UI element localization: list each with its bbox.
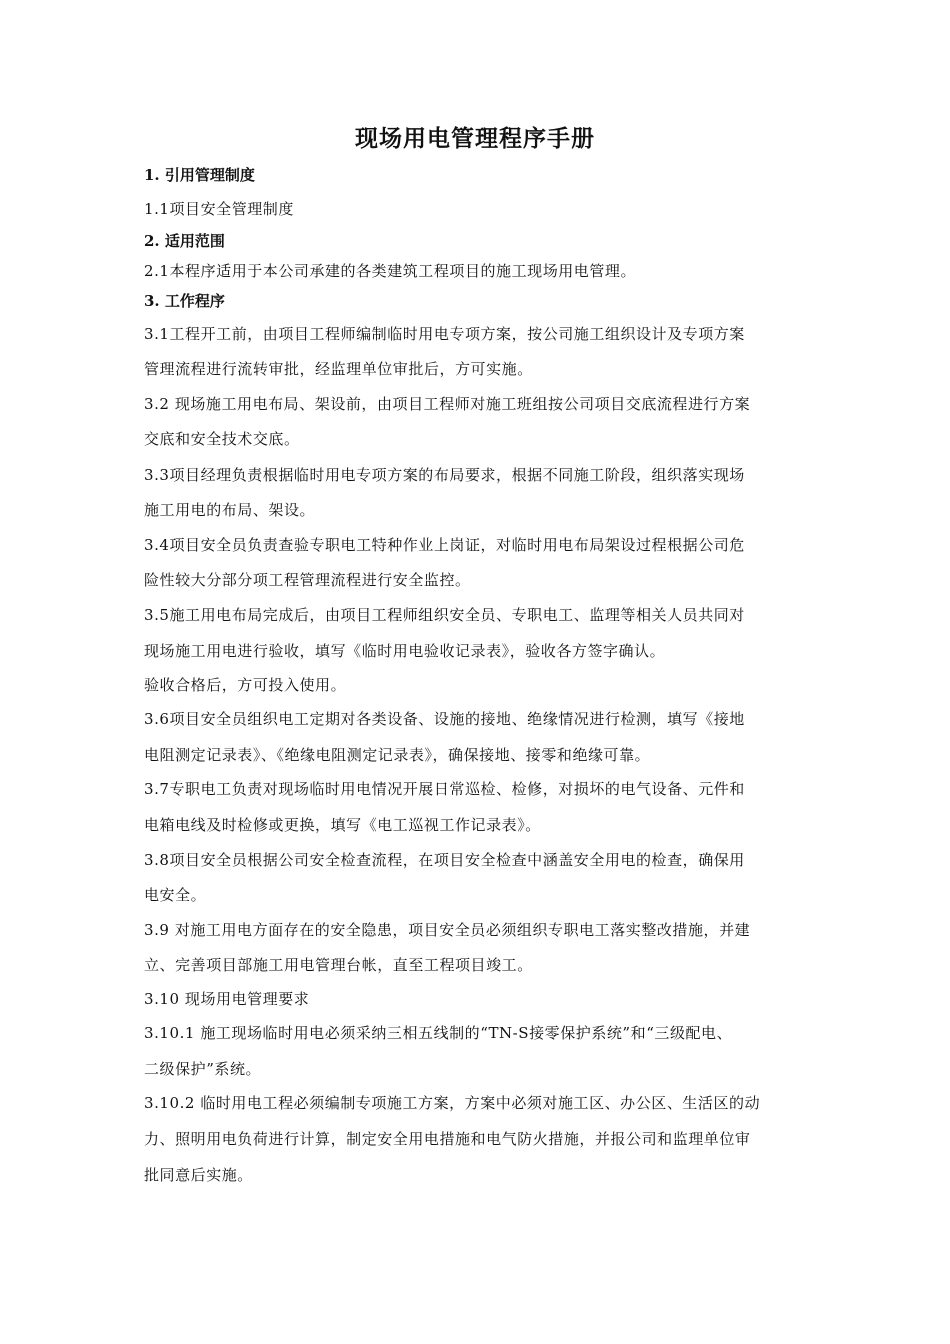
paragraph-line: 力、照明用电负荷进行计算，制定安全用电措施和电气防火措施，并报公司和监理单位审 xyxy=(144,1130,751,1148)
paragraph-line: 交底和安全技术交底。 xyxy=(144,430,300,448)
page-title: 现场用电管理程序手册 xyxy=(355,125,595,152)
section-heading-1: 1. 引用管理制度 xyxy=(144,166,255,184)
paragraph-line: 1.1项目安全管理制度 xyxy=(144,200,294,218)
paragraph-line: 3.2 现场施工用电布局、架设前，由项目工程师对施工班组按公司项目交底流程进行方案 xyxy=(144,395,751,413)
paragraph-line: 3.10.1 施工现场临时用电必须采纳三相五线制的“TN-S接零保护系统”和“三级配电、 xyxy=(144,1024,733,1042)
paragraph-line: 电阻测定记录表》、《绝缘电阻测定记录表》，确保接地、接零和绝缘可靠。 xyxy=(144,746,651,764)
paragraph-line: 验收合格后，方可投入使用。 xyxy=(144,676,347,694)
paragraph-line: 3.4项目安全员负责查验专职电工特种作业上岗证，对临时用电布局架设过程根据公司危 xyxy=(144,536,745,554)
paragraph-line: 3.5施工用电布局完成后，由项目工程师组织安全员、专职电工、监理等相关人员共同对 xyxy=(144,606,745,624)
paragraph-line: 电箱电线及时检修或更换，填写《电工巡视工作记录表》。 xyxy=(144,816,541,834)
paragraph-line: 3.1工程开工前，由项目工程师编制临时用电专项方案，按公司施工组织设计及专项方案 xyxy=(144,325,745,343)
paragraph-line: 3.10.2 临时用电工程必须编制专项施工方案，方案中必须对施工区、办公区、生活区的动 xyxy=(144,1094,761,1112)
paragraph-line: 施工用电的布局、架设。 xyxy=(144,501,316,519)
paragraph-line: 二级保护”系统。 xyxy=(144,1060,262,1078)
paragraph-line: 批同意后实施。 xyxy=(144,1166,253,1184)
section-heading-3: 3. 工作程序 xyxy=(144,292,225,310)
paragraph-line: 3.3项目经理负责根据临时用电专项方案的布局要求，根据不同施工阶段，组织落实现场 xyxy=(144,466,745,484)
section-heading-2: 2. 适用范围 xyxy=(144,232,225,250)
paragraph-line: 3.9 对施工用电方面存在的安全隐患，项目安全员必须组织专职电工落实整改措施，并建 xyxy=(144,921,751,939)
paragraph-line: 险性较大分部分项工程管理流程进行安全监控。 xyxy=(144,571,471,589)
paragraph-line: 现场施工用电进行验收，填写《临时用电验收记录表》，验收各方签字确认。 xyxy=(144,642,666,660)
paragraph-line: 2.1本程序适用于本公司承建的各类建筑工程项目的施工现场用电管理。 xyxy=(144,262,637,280)
paragraph-line: 电安全。 xyxy=(144,886,207,904)
paragraph-line: 3.6项目安全员组织电工定期对各类设备、设施的接地、绝缘情况进行检测，填写《接地 xyxy=(144,710,745,728)
paragraph-line: 3.7专职电工负责对现场临时用电情况开展日常巡检、检修，对损坏的电气设备、元件和 xyxy=(144,780,745,798)
paragraph-line: 管理流程进行流转审批，经监理单位审批后，方可实施。 xyxy=(144,360,533,378)
paragraph-line: 3.8项目安全员根据公司安全检查流程，在项目安全检查中涵盖安全用电的检查，确保用 xyxy=(144,851,745,869)
paragraph-line: 3.10 现场用电管理要求 xyxy=(144,990,310,1008)
paragraph-line: 立、完善项目部施工用电管理台帐，直至工程项目竣工。 xyxy=(144,956,533,974)
